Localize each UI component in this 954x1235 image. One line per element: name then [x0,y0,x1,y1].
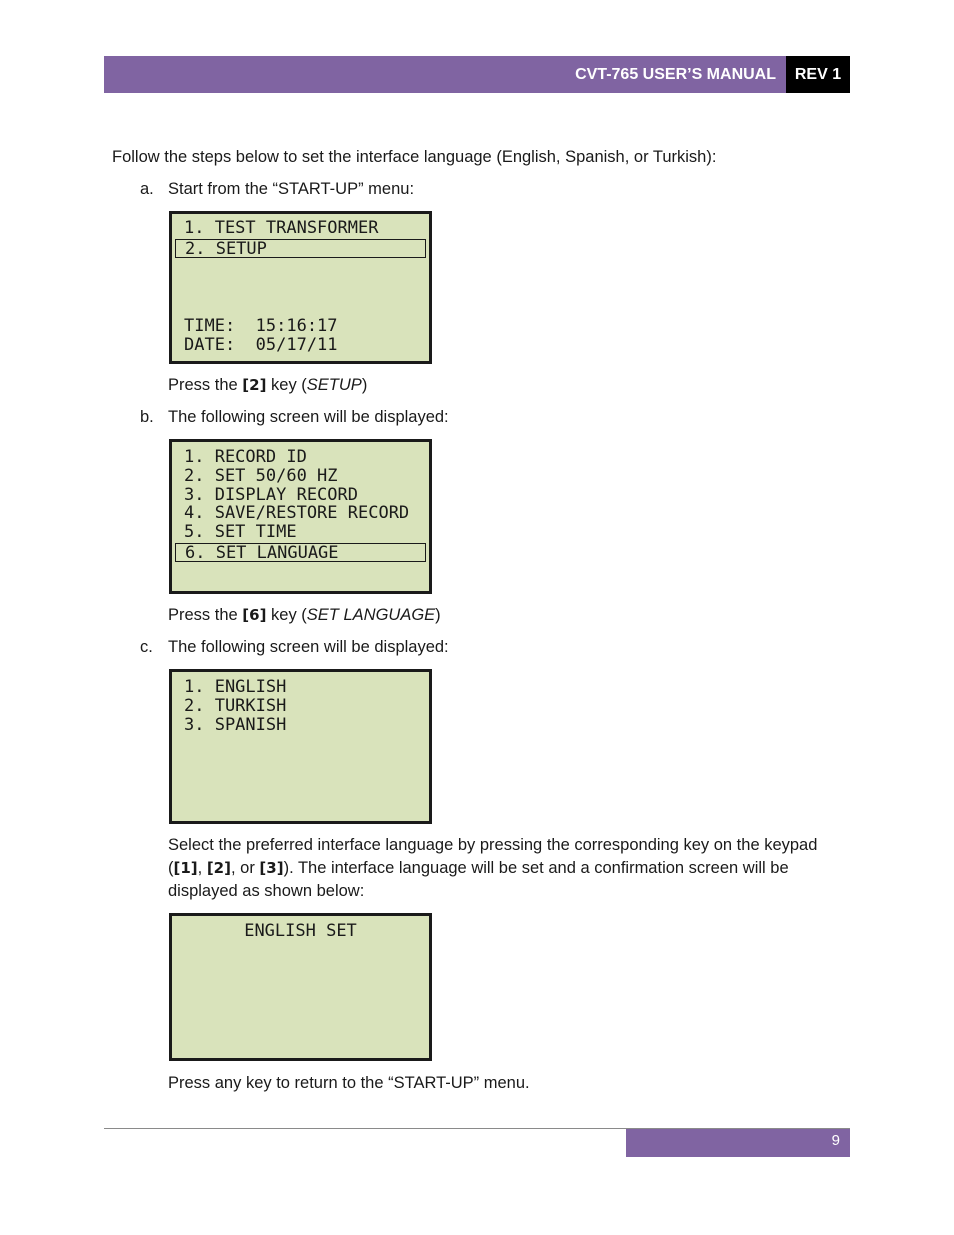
instruction-text: key ( [266,606,307,624]
instruction-select-language [168,834,828,903]
step-a [140,178,414,201]
key-label: [1] [173,859,198,877]
step-marker: b. [140,408,154,426]
page-number: 9 [626,1129,850,1157]
lcd-selection-highlight [175,239,426,258]
lcd-line: 3. DISPLAY RECORD [184,485,358,505]
revision-badge: REV 1 [786,56,850,93]
instruction-text: ) [361,376,368,394]
lcd-line: 3. SPANISH [184,715,287,735]
lcd-line: 5. SET TIME [184,522,297,542]
instruction-press-setup [168,374,367,397]
instruction-text: Select the preferred interface language by pressing the corresponding key on the keypad ( [168,836,818,877]
instruction-press-language [168,604,441,627]
instruction-text: , [197,859,207,877]
lcd-line: 2. TURKISH [184,696,287,716]
step-b [140,406,449,429]
lcd-confirmation-screen [169,913,432,1061]
menu-item-name: SET LANGUAGE [306,606,436,624]
step-text: The following screen will be displayed: [168,408,449,426]
intro-paragraph: Follow the steps below to set the interface language (English, Spanish, or Turkish): [112,148,717,166]
instruction-text: Press the [168,376,243,394]
instruction-text: ). The interface language will be set and a confirmation screen will be displayed as shown below: [168,859,789,900]
instruction-text: Press the [168,606,243,624]
final-instruction: Press any key to return to the “START-UP” menu. [168,1074,530,1092]
step-marker: a. [140,180,154,198]
lcd-language-screen [169,669,432,824]
step-marker: c. [140,638,153,656]
lcd-time-line: TIME: 15:16:17 [184,316,338,336]
instruction-text: key ( [266,376,307,394]
lcd-line: 4. SAVE/RESTORE RECORD [184,503,410,523]
lcd-startup-screen [169,211,432,364]
lcd-line: 2. SET 50/60 HZ [184,466,338,486]
key-label: [2] [206,859,231,877]
key-label: [3] [259,859,284,877]
lcd-line: 2. SETUP [185,239,267,259]
lcd-line: 1. ENGLISH [184,677,287,697]
step-c [140,636,449,659]
manual-title: CVT-765 USER’S MANUAL [575,66,776,83]
menu-item-name: SETUP [306,376,362,394]
step-text: The following screen will be displayed: [168,638,449,656]
lcd-setup-screen [169,439,432,594]
key-label: [6] [242,606,267,624]
instruction-text: , or [230,859,260,877]
key-label: [2] [242,376,267,394]
instruction-text: ) [435,606,441,624]
lcd-date-line: DATE: 05/17/11 [184,335,338,355]
lcd-line: ENGLISH SET [244,921,357,941]
step-text: Start from the “START-UP” menu: [168,180,415,198]
lcd-line: 1. RECORD ID [184,447,307,467]
lcd-selection-highlight [175,543,426,562]
lcd-line: 6. SET LANGUAGE [185,543,339,563]
lcd-line: 1. TEST TRANSFORMER [184,218,379,238]
